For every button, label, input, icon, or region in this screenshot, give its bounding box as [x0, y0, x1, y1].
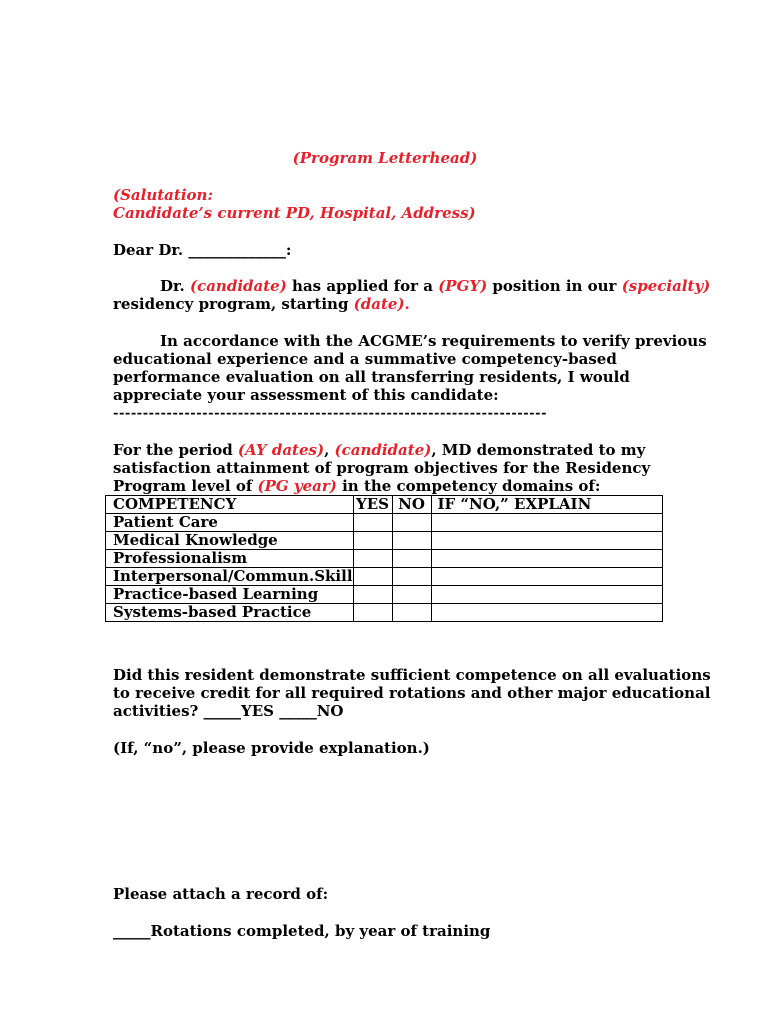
- no-cell[interactable]: [392, 532, 431, 550]
- period-comma: ,: [324, 441, 335, 459]
- date-placeholder: (date).: [353, 295, 410, 313]
- no-cell[interactable]: [392, 514, 431, 532]
- header-explain: IF “NO,” EXPLAIN: [431, 496, 662, 514]
- explanation-note: (If, “no”, please provide explanation.): [113, 739, 430, 757]
- application-line-2: [113, 295, 410, 313]
- greeting: Dear Dr. _____________:: [113, 241, 292, 259]
- salutation-line-1: (Salutation:: [113, 186, 213, 204]
- header-no: NO: [392, 496, 431, 514]
- specialty-placeholder: (specialty): [621, 277, 711, 295]
- candidate-placeholder: (candidate): [189, 277, 287, 295]
- competency-name: Medical Knowledge: [106, 532, 354, 550]
- explain-cell[interactable]: [431, 550, 662, 568]
- explain-cell[interactable]: [431, 604, 662, 622]
- application-text-3: position in our: [487, 277, 622, 295]
- table-row: [106, 568, 663, 586]
- pgy-placeholder: (PGY): [438, 277, 488, 295]
- header-yes: YES: [353, 496, 392, 514]
- explain-cell[interactable]: [431, 514, 662, 532]
- period-text-2: , MD demonstrated to my: [431, 441, 646, 459]
- header-competency: COMPETENCY: [106, 496, 354, 514]
- pg-year-placeholder: (PG year): [257, 477, 337, 495]
- acgme-line-1: In accordance with the ACGME’s requirements to verify previous: [160, 332, 707, 350]
- period-text-3: Program level of: [113, 477, 258, 495]
- table-row: [106, 586, 663, 604]
- candidate-placeholder-2: (candidate): [334, 441, 432, 459]
- yes-cell[interactable]: [353, 550, 392, 568]
- table-header-row: [106, 496, 663, 514]
- period-text-1: For the period: [113, 441, 238, 459]
- application-text-2: has applied for a: [286, 277, 439, 295]
- application-text-4: residency program, starting: [113, 295, 354, 313]
- no-cell[interactable]: [392, 604, 431, 622]
- competency-name: Patient Care: [106, 514, 354, 532]
- question-line-1: Did this resident demonstrate sufficient competence on all evaluations: [113, 666, 711, 684]
- salutation-line-2: Candidate’s current PD, Hospital, Address): [113, 204, 476, 222]
- period-line-1: [113, 441, 645, 459]
- acgme-line-3: performance evaluation on all transferring residents, I would: [113, 368, 630, 386]
- program-letterhead: (Program Letterhead): [292, 149, 478, 167]
- yes-cell[interactable]: [353, 532, 392, 550]
- explain-cell[interactable]: [431, 586, 662, 604]
- period-line-3: [113, 477, 600, 495]
- yes-cell[interactable]: [353, 514, 392, 532]
- question-line-2: to receive credit for all required rotations and other major educational: [113, 684, 711, 702]
- competency-name: Interpersonal/Commun.Skill: [106, 568, 354, 586]
- acgme-line-4: appreciate your assessment of this candidate:: [113, 386, 499, 404]
- application-line-1: [160, 277, 710, 295]
- attach-item-rotations: _____Rotations completed, by year of training: [113, 922, 491, 940]
- table-row: [106, 604, 663, 622]
- attach-heading: Please attach a record of:: [113, 885, 329, 903]
- question-line-3: activities? _____YES _____NO: [113, 702, 344, 720]
- application-text-1: Dr.: [160, 277, 190, 295]
- period-line-2: satisfaction attainment of program objectives for the Residency: [113, 459, 651, 477]
- table-row: [106, 550, 663, 568]
- table-row: [106, 532, 663, 550]
- competency-name: Professionalism: [106, 550, 354, 568]
- ay-dates-placeholder: (AY dates): [237, 441, 325, 459]
- no-cell[interactable]: [392, 550, 431, 568]
- yes-cell[interactable]: [353, 586, 392, 604]
- table-row: [106, 514, 663, 532]
- dashed-divider: -------------------------------------------------------------------------: [113, 406, 548, 421]
- yes-cell[interactable]: [353, 568, 392, 586]
- period-text-4: in the competency domains of:: [336, 477, 601, 495]
- competency-name: Practice-based Learning: [106, 586, 354, 604]
- explain-cell[interactable]: [431, 568, 662, 586]
- explain-cell[interactable]: [431, 532, 662, 550]
- no-cell[interactable]: [392, 568, 431, 586]
- acgme-line-2: educational experience and a summative competency-based: [113, 350, 617, 368]
- yes-cell[interactable]: [353, 604, 392, 622]
- no-cell[interactable]: [392, 586, 431, 604]
- competency-table: [105, 495, 663, 622]
- competency-name: Systems-based Practice: [106, 604, 354, 622]
